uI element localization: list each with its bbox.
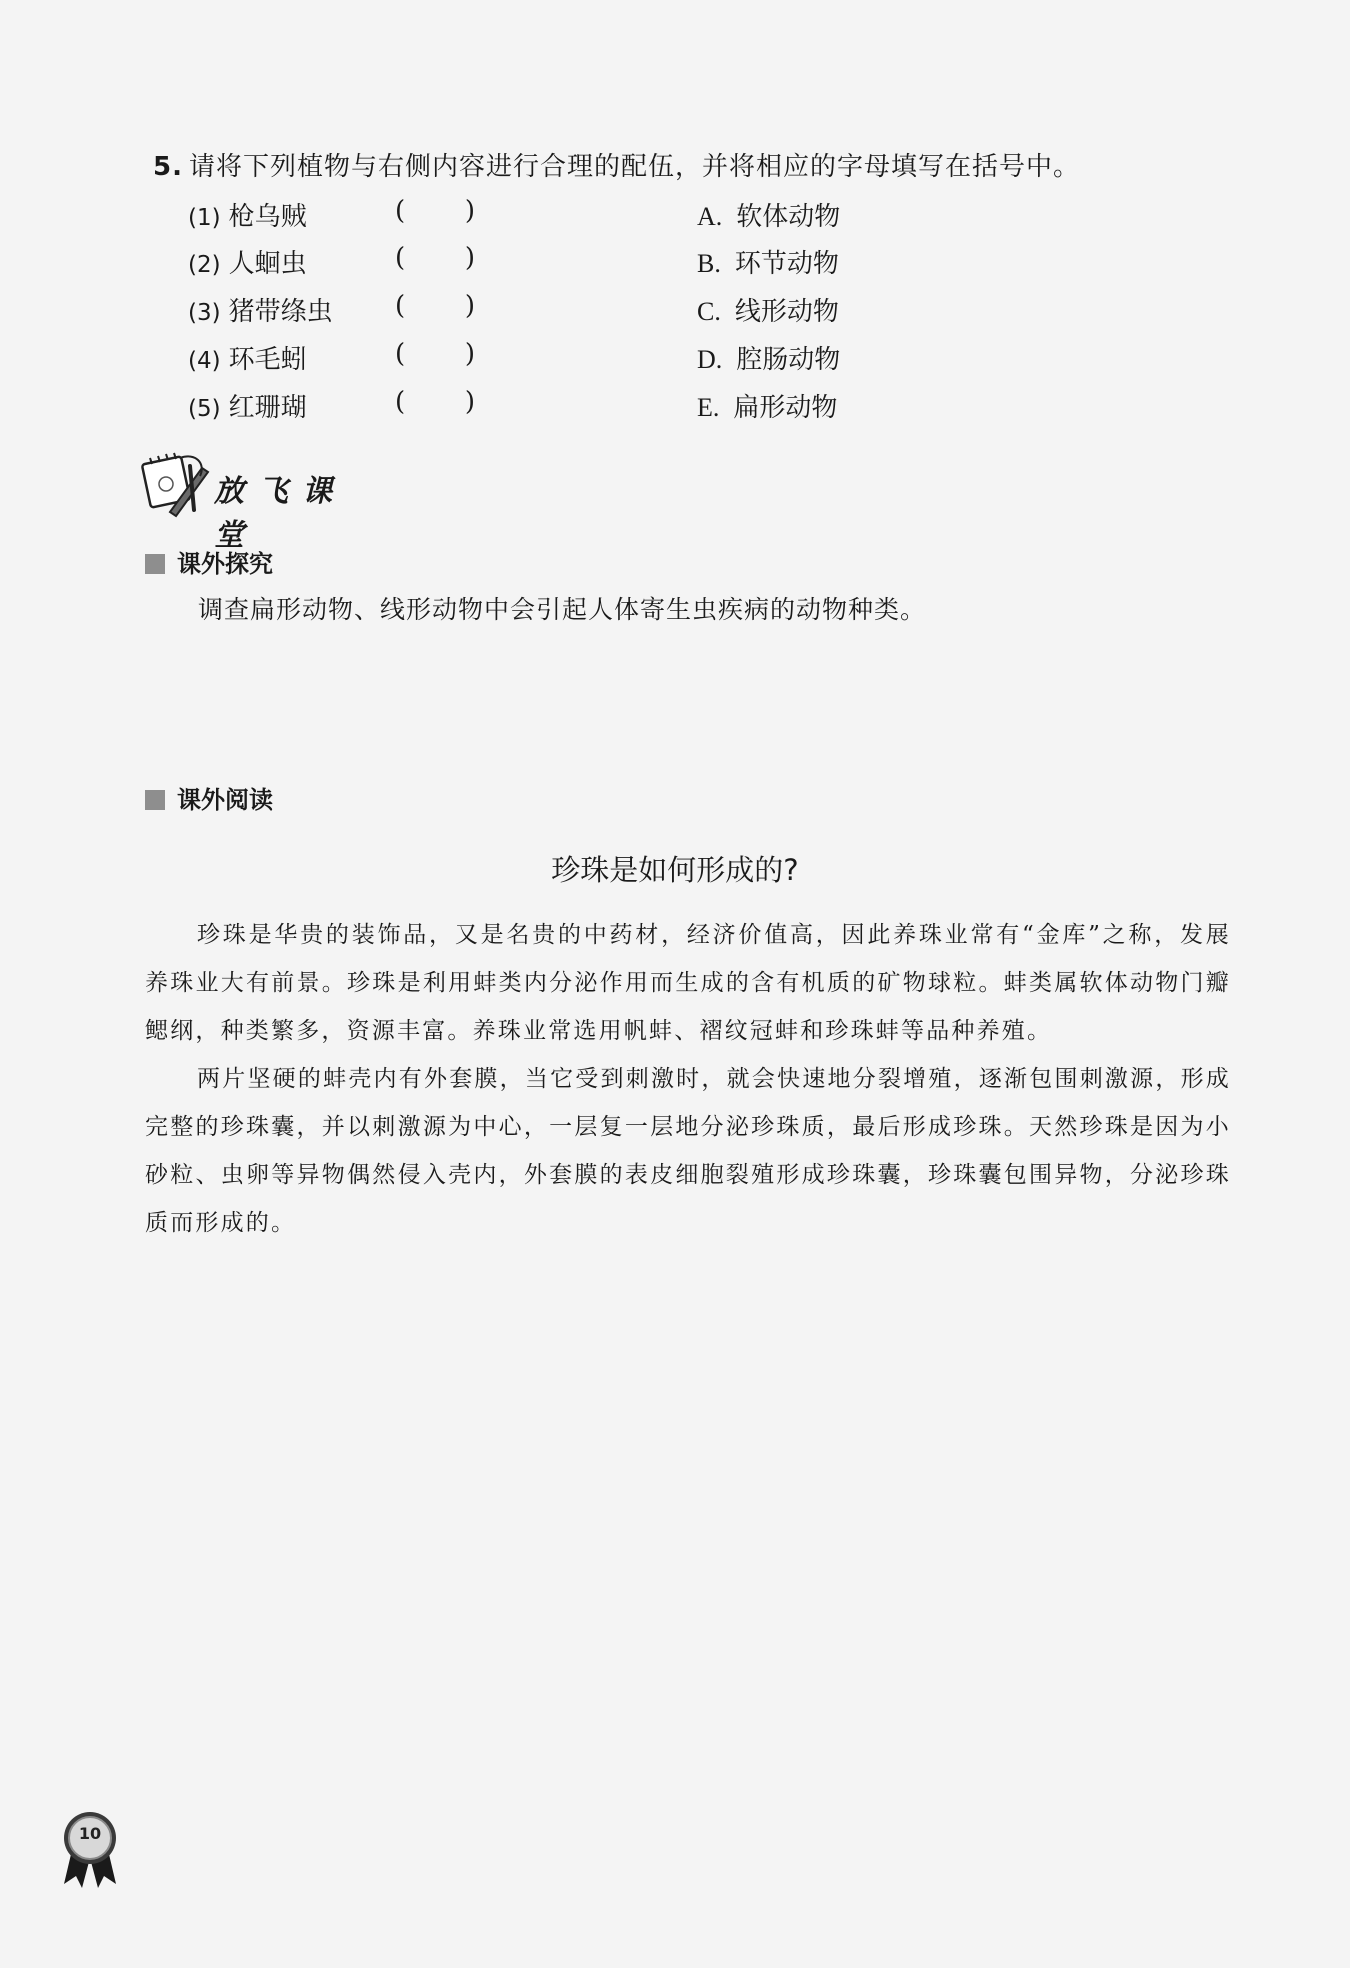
- match-row: (3) 猪带绦虫 ( ) C. 线形动物: [188, 291, 839, 327]
- notebook-pencil-icon: [140, 452, 212, 518]
- reading-heading: 课外阅读: [145, 780, 273, 815]
- medal-icon: [62, 1810, 118, 1890]
- explore-heading: 课外探究: [145, 544, 273, 579]
- match-item: (5) 红珊瑚: [188, 393, 307, 423]
- article-title: 珍珠是如何形成的?: [551, 853, 799, 887]
- match-row: (4) 环毛蚓 ( ) D. 腔肠动物: [188, 339, 841, 375]
- explore-text: 调查扁形动物、线形动物中会引起人体寄生虫疾病的动物种类。: [198, 595, 927, 624]
- match-option: C. 线形动物: [697, 297, 839, 327]
- section-marker-icon: [145, 790, 165, 810]
- section-banner: [140, 452, 380, 553]
- section-marker-icon: [145, 554, 165, 574]
- question-title: [153, 146, 1080, 183]
- match-item: (4) 环毛蚓: [188, 345, 307, 375]
- match-option: D. 腔肠动物: [697, 345, 841, 375]
- match-item: (1) 枪乌贼: [188, 202, 307, 232]
- match-option: A. 软体动物: [697, 202, 841, 232]
- article-paragraph: 珍珠是华贵的装饰品，又是名贵的中药材，经济价值高，因此养珠业常有“金库”之称，发展养珠业大有前景。珍珠是利用蚌类内分泌作用而生成的含有机质的矿物球粒。蚌类属软体动物门瓣鳃纲，种类繁多，资源丰富。养珠业常选用帆蚌、褶纹冠蚌和珍珠蚌等品种养殖。: [145, 922, 1231, 1044]
- match-item: (2) 人蛔虫: [188, 249, 307, 279]
- question-number: 5.: [153, 152, 183, 182]
- match-row: (5) 红珊瑚 ( ) E. 扁形动物: [188, 387, 838, 423]
- match-row: (1) 枪乌贼 ( ) A. 软体动物: [188, 196, 841, 232]
- page-number-badge: [62, 1810, 118, 1890]
- match-item: (3) 猪带绦虫: [188, 297, 333, 327]
- article-paragraph: 两片坚硬的蚌壳内有外套膜，当它受到刺激时，就会快速地分裂增殖，逐渐包围刺激源，形成完整的珍珠囊，并以刺激源为中心，一层复一层地分泌珍珠质，最后形成珍珠。天然珍珠是因为小砂粒、虫卵等异物偶然侵入壳内，外套膜的表皮细胞裂殖形成珍珠囊，珍珠囊包围异物，分泌珍珠质而形成的。: [145, 1066, 1231, 1236]
- page-number: 10: [78, 1824, 102, 1843]
- match-option: B. 环节动物: [697, 249, 839, 279]
- match-option: E. 扁形动物: [697, 393, 838, 423]
- question-text: 请将下列植物与右侧内容进行合理的配伍，并将相应的字母填写在括号中。: [188, 152, 1080, 182]
- match-row: (2) 人蛔虫 ( ) B. 环节动物: [188, 243, 839, 279]
- banner-title: 放飞课堂: [214, 474, 346, 553]
